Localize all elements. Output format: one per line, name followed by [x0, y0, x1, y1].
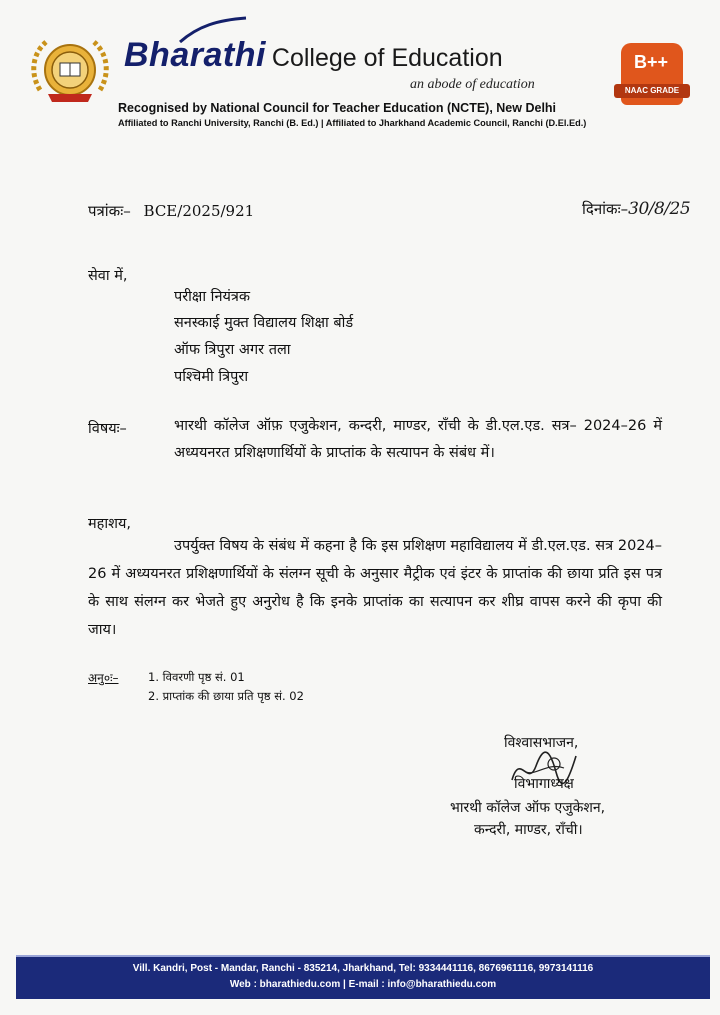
footer-contact: Web : bharathiedu.com | E-mail : info@bharathiedu.com — [229, 979, 497, 990]
reference-number: BCE/2025/921 — [143, 202, 255, 220]
college-emblem-icon — [28, 30, 112, 114]
recipient-line: ऑफ त्रिपुरा अगर तला — [174, 342, 291, 358]
date-label: दिनांकः– — [582, 200, 629, 218]
subject-text: भारथी कॉलेज ऑफ़ एजुकेशन, कन्दरी, माण्डर, राँची के डी.एल.एड. सत्र– 2024–26 में अध्ययनरत प्रशिक्षणार्थियों के प्राप्तांक के सत्यापन के संबंध में। — [174, 418, 662, 461]
enclosure-item: 1. विवरणी पृष्ठ सं. 01 — [148, 670, 245, 684]
closing: विश्वासभाजन, — [504, 735, 579, 751]
enclosure-label: अनु०ः– — [88, 671, 119, 685]
recipient-salutation: सेवा में, — [88, 268, 128, 284]
accreditation-line: Recognised by National Council for Teacher Education (NCTE), New Delhi — [118, 101, 557, 115]
reference-label: पत्रांकः– — [88, 202, 131, 220]
college-tagline: an abode of education — [410, 77, 535, 92]
recipient-line: पश्चिमी त्रिपुरा — [174, 369, 249, 385]
designation: विभागाध्यक्ष — [514, 776, 574, 792]
college-name — [124, 36, 503, 75]
college-brand: Bharathi — [124, 36, 266, 74]
date-value: 30/8/25 — [628, 199, 691, 219]
signoff-place: कन्दरी, माण्डर, राँची। — [474, 822, 583, 838]
reference-line — [88, 201, 254, 221]
date-line — [582, 199, 690, 219]
enclosure-item: 2. प्राप्तांक की छाया प्रति पृष्ठ सं. 02 — [148, 689, 304, 703]
greeting: महाशय, — [88, 516, 132, 532]
subject-label: विषयः– — [88, 421, 127, 437]
footer-address: Vill. Kandri, Post - Mandar, Ranchi - 835214, Jharkhand, Tel: 9334441116, 8676961116, 9973141116 — [132, 963, 594, 974]
letterhead-footer — [16, 955, 710, 999]
signoff-institution: भारथी कॉलेज ऑफ एजुकेशन, — [450, 800, 606, 816]
affiliation-line: Affiliated to Ranchi University, Ranchi (B. Ed.) | Affiliated to Jharkhand Academic Council, Ranchi (D.El.Ed.) — [118, 118, 587, 128]
naac-label: NAAC GRADE — [614, 84, 690, 98]
naac-badge — [614, 38, 696, 104]
recipient-line: सनस्काई मुक्त विद्यालय शिक्षा बोर्ड — [174, 315, 354, 331]
body-paragraph — [88, 532, 662, 644]
naac-grade: B++ — [633, 52, 669, 72]
recipient-line: परीक्षा नियंत्रक — [174, 289, 251, 305]
body-text: उपर्युक्त विषय के संबंध में कहना है कि इस प्रशिक्षण महाविद्यालय में डी.एल.एड. सत्र 2024–26 में अध्ययनरत प्रशिक्षणार्थियों के संलग्न सूची के अनुसार मैट्रीक एवं इंटर के प्राप्तांक की छाया प्रति इस पत्र के साथ संलग्न कर भेजते हुए अनुरोध है कि इनके प्राप्तांक का सत्यापन कर शीघ्र वापस करने की कृपा की जाय। — [88, 538, 662, 638]
college-name-rest: College of Education — [271, 44, 503, 72]
